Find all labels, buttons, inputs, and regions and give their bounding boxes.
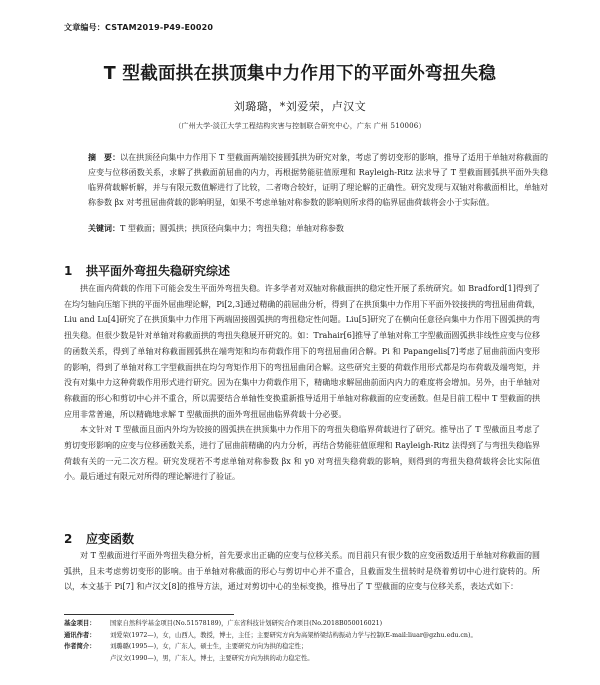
keywords-text: T 型截面；圆弧拱；拱顶径向集中力；弯扭失稳；单轴对称参数 <box>120 224 344 233</box>
footnote-corresponding-text: 刘爱荣(1972—)，女，山西人，教授，博士，主任；主要研究方向为高架桥梁结构振动力学与控制(E-mail:liuar@gzhu.edu.cn)。 <box>110 631 477 639</box>
section-2-body <box>64 548 540 595</box>
section-1-paragraph: 本文针对 T 型截面且面内外均为铰接的圆弧拱在拱顶集中力作用下的弯扭失稳临界荷载进行了研究。推导出了 T 型截面且考虑了剪切变形影响的应变与位移函数关系，进行了屈曲前精确的内力分析，再结合势能驻值原理和 Rayleigh-Ritz 法得到了与弯扭失稳临界荷载有关的一元二次方程。研究发现若不考虑单轴对称参数 βx 和 y0 对弯扭失稳荷载的影响，则得到的弯扭失稳荷载将会比实际值小。最后通过有限元对所得的理论解进行了验证。 <box>64 425 540 482</box>
author-affiliation: （广州大学-淡江大学工程结构灾害与控制联合研究中心，广东 广州 510006） <box>174 122 426 130</box>
section-2-paragraph: 对 T 型截面进行平面外弯扭失稳分析，首先要求出正确的应变与位移关系。而目前只有很少数的应变函数适用于单轴对称截面的圆弧拱，且未考虑剪切变形的影响。由于单轴对称截面的形心与剪切中心并不重合，且截面发生扭转时是绕着剪切中心进行旋转的。所以，本文基于 Pi[7] 和卢汉文[8]的推导方法，通过对剪切中心的坐标变换，推导出了 T 型截面的应变与位移关系，表达式如下： <box>64 551 540 591</box>
keywords <box>88 221 548 236</box>
footnote-corresponding <box>64 630 544 642</box>
section-2-number: 2 <box>64 532 73 546</box>
section-1-title: 拱平面外弯扭失稳研究综述 <box>86 264 231 278</box>
author-list: 刘璐璐，*刘爱荣，卢汉文 <box>233 100 367 113</box>
section-1-number: 1 <box>64 264 73 278</box>
section-1-paragraph: 拱在面内荷载的作用下可能会发生平面外弯扭失稳。许多学者对双轴对称截面拱的稳定性开展了系统研究。如 Bradford[1]得到了在均匀轴向压缩下拱的平面外屈曲理论解，Pi[2,3]通过精确的前屈曲分析，得到了在拱顶集中力作用下平面外铰接拱的弯扭屈曲荷载，Liu and Lu[4]研究了在拱顶集中力作用下两端固接圆弧拱的弯扭稳定性问题。Liu[5]研究了在横向任意径向集中力作用下圆弧拱的弯扭失稳。但很少数是针对单轴对称截面拱的弯扭失稳展开研究的。如：Trahair[6]推导了单轴对称工字型截面圆弧拱非线性应变与位移的函数关系，得到了单轴对称截面圆弧拱在端弯矩和均布荷载作用下的弯扭屈曲闭合解。Pi 和 Papangelis[7]考虑了屈曲前面内变形的影响，得到了单轴对称工字型截面拱在均匀弯矩作用下的弯扭屈曲闭合解。这些研究主要的荷载作用形式都是均布荷载及端弯矩，并没有对集中力这种荷载作用形式进行研究。因为在集中力荷载作用下，精确地求解屈曲前面内内力的难度将会增加。另外，由于单轴对称截面的形心和剪切中心并不重合，所以需要结合单轴性变换重新推导适用于单轴对称截面的应变函数。但是目前工程中 T 型截面的拱应用非常普遍，所以精确地求解 T 型截面拱的面外弯扭屈曲临界荷载十分必要。 <box>64 284 540 419</box>
section-2-heading <box>64 530 134 547</box>
footnote-divider <box>64 614 234 615</box>
footnote-author-2-text: 卢汉文(1990—)，男，广东人，博士，主要研究方向为拱的动力稳定性。 <box>110 654 314 662</box>
section-2-title: 应变函数 <box>86 532 135 546</box>
footnote-author-2 <box>64 653 544 665</box>
footnote-corresponding-label: 通讯作者： <box>64 631 96 639</box>
abstract-label: 摘 要： <box>88 153 121 162</box>
article-number: 文章编号：CSTAM2019-P49-E0020 <box>64 23 214 32</box>
abstract-text: 以在拱顶径向集中力作用下 T 型截面两端铰接圆弧拱为研究对象，考虑了剪切变形的影响，推导了适用于单轴对称截面的应变与位移函数关系，求解了拱截面前屈曲的内力，再根据势能驻值原理和 Rayleigh-Ritz 法求导了 T 型截面圆弧拱平面外失稳临界荷载解析解，并与有限元数值解进行了比较，二者吻合较好，证明了理论解的正确性。研究发现与双轴对称截面相比，单轴对称参数 βx 对考扭屈曲荷载的影响明显，如果不考虑单轴对称参数的影响则所求得的临界屈曲荷载将会小于实际值。 <box>88 153 549 207</box>
keywords-label: 关键词： <box>88 224 120 233</box>
paper-title: T 型截面拱在拱顶集中力作用下的平面外弯扭失稳 <box>103 64 497 84</box>
abstract <box>88 150 548 210</box>
section-1-heading <box>64 262 230 279</box>
footnotes <box>64 618 544 664</box>
footnote-author-1 <box>64 641 544 653</box>
footnote-fund <box>64 618 544 630</box>
footnote-fund-text: 国家自然科学基金项目(No.51578189)，广东省科技计划研究合作项目(No.2018B050016021) <box>110 620 383 627</box>
footnote-fund-label: 基金项目： <box>64 620 96 627</box>
footnote-author-label: 作者简介： <box>64 643 96 650</box>
section-1-body <box>64 281 540 485</box>
footnote-author-1-text: 刘璐璐(1995—)，女，广东人，硕士生，主要研究方向为拱的稳定性； <box>110 643 308 650</box>
